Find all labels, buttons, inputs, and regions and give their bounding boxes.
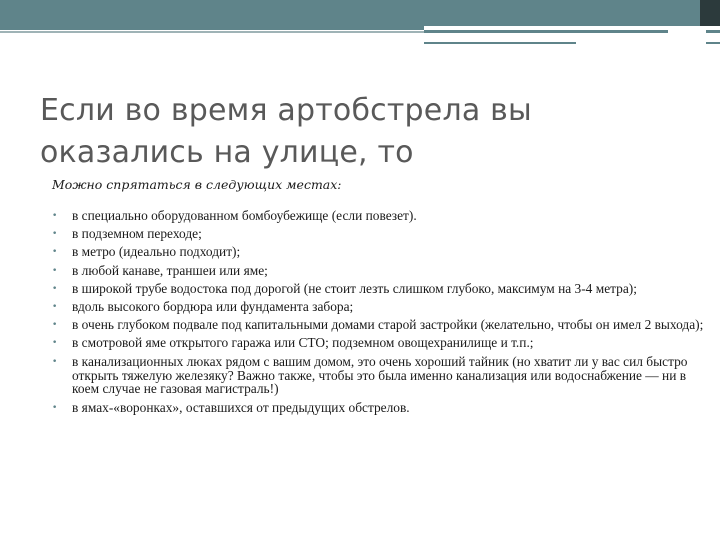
bullet-icon: • [52, 211, 58, 221]
bullet-icon: • [52, 283, 58, 294]
header-rule-short [424, 42, 576, 44]
bullet-icon: • [52, 402, 58, 413]
bullet-icon: • [52, 265, 58, 276]
list-item-text: в канализационных люках рядом с вашим домом, это очень хороший тайник (но хватит ли у вас сил быстро открыть тяжелую железяку? Важно также, чтобы это была именно канализация или водоснабжение — ни в коем случае не газовая магистраль!) [72, 353, 688, 397]
header-band-corner [700, 0, 720, 26]
intro-text: Можно спрятаться в следующих местах: [52, 177, 342, 192]
list-item [52, 355, 707, 397]
slide-title: Если во время артобстрела вы оказались на улице, то [40, 93, 532, 170]
list-item [52, 318, 707, 332]
list-item [52, 209, 707, 223]
header-band [0, 0, 700, 26]
list-item-text: в любой канаве, траншеи или яме; [72, 262, 268, 278]
list-item [52, 282, 707, 296]
list-item-text: вдоль высокого бордюра или фундамента забора; [72, 299, 354, 315]
list-item-text: в метро (идеально подходит); [72, 244, 241, 260]
list-item [52, 336, 707, 350]
bullet-icon: • [52, 356, 58, 367]
bullet-icon: • [52, 229, 58, 240]
bullet-icon: • [52, 338, 58, 349]
header-rule [0, 26, 424, 30]
list-item-text: в ямах-«воронках», оставшихся от предыдущих обстрелов. [72, 399, 410, 415]
list-item [52, 245, 707, 259]
header-rule-light [0, 31, 424, 33]
list-item-text: в специально оборудованном бомбоубежище (если повезет). [72, 208, 417, 223]
list-item [52, 300, 707, 314]
list-item-text: в подземном переходе; [72, 226, 202, 242]
header-rule-corner-short [706, 42, 720, 44]
header-rule-step [424, 30, 668, 33]
bullet-icon: • [52, 302, 58, 313]
list-item [52, 401, 707, 415]
bullet-icon: • [52, 247, 58, 258]
header-rule-corner [706, 30, 720, 33]
list-item [52, 264, 707, 278]
list-item-text: в широкой трубе водостока под дорогой (не стоит лезть слишком глубоко, максимум на 3-4 метра); [72, 280, 637, 296]
list-item-text: в очень глубоком подвале под капитальными домами старой застройки (желательно, чтобы он имел 2 выхода); [72, 317, 704, 333]
bullet-icon: • [52, 320, 58, 331]
list-item [52, 227, 707, 241]
bullet-list [52, 209, 707, 419]
list-item-text: в смотровой яме открытого гаража или СТО; подземном овощехранилище и т.п.; [72, 335, 534, 351]
